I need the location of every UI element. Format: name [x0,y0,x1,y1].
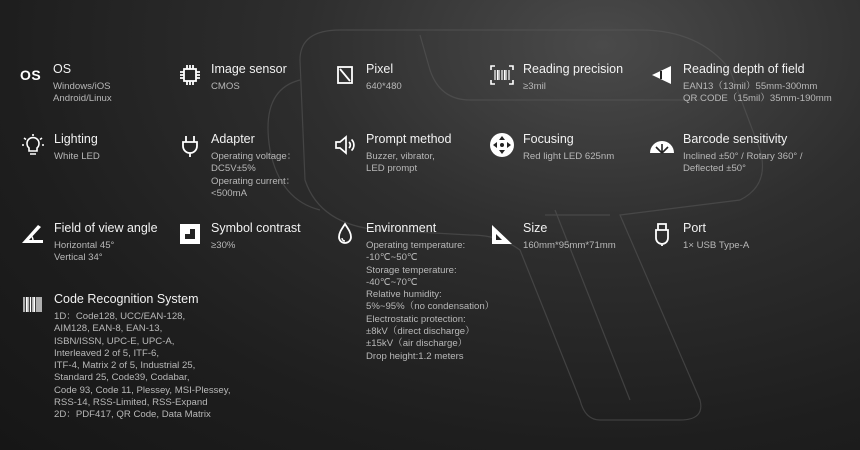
os-text-icon: OS [20,67,42,83]
spec-code-recognition-line: AIM128, EAN-8, EAN-13, [54,323,163,335]
spec-field-of-view-line: Horizontal 45° [54,240,115,251]
spec-image-sensor-line: CMOS [211,81,240,92]
spec-adapter-line: Operating voltage： [211,151,297,162]
spec-code-recognition-line: Code 93, Code 11, Plessey, MSI-Plessey, [54,384,231,396]
plug-icon [177,132,203,158]
spec-size-line: 160mm*95mm*71mm [523,240,616,251]
spec-focusing-line: Red light LED 625nm [523,151,615,162]
spec-code-recognition-line: 2D：PDF417, QR Code, Data Matrix [54,409,211,421]
spec-code-recognition-line: Standard 25, Code39, Codabar, [54,372,190,384]
spec-symbol-contrast-line: ≥30% [211,240,236,251]
spec-adapter-title: Adapter [211,132,255,146]
spec-image-sensor-title: Image sensor [211,62,287,76]
spec-environment-line: -40℃~70℃ [366,276,418,288]
spec-prompt-method-line: LED prompt [366,163,418,175]
spec-pixel-line: 640*480 [366,81,402,92]
spec-adapter-line: Operating current： [211,175,296,187]
spec-port-title: Port [683,221,706,235]
spec-reading-precision-title: Reading precision [523,62,624,76]
spec-reading-depth-line: EAN13（13mil）55mm-300mm [683,81,818,92]
spec-environment-line: 5%~95%（no condensation） [366,301,495,313]
scan-beam-icon [649,62,675,88]
spec-environment-line: Drop height:1.2 meters [366,350,464,362]
spec-environment-line: Electrostatic protection: [366,313,466,325]
contrast-square-icon [177,221,203,247]
droplet-icon [332,221,358,247]
spec-barcode-sensitivity-title: Barcode sensitivity [683,132,788,146]
spec-environment-line: Relative humidity: [366,289,442,301]
spec-os-title: OS [53,62,72,76]
spec-os-line: Windows/iOS [53,81,111,92]
spec-lighting-line: White LED [54,151,100,162]
protractor-icon [649,132,675,158]
spec-adapter-line: DC5V±5% [211,163,256,175]
spec-code-recognition-title: Code Recognition System [54,292,199,306]
spec-prompt-method-line: Buzzer, vibrator, [366,151,435,162]
spec-code-recognition-line: RSS-14, RSS-Limited, RSS-Expand [54,397,208,409]
spec-code-recognition-line: 1D：Code128, UCC/EAN-128, [54,311,186,322]
spec-lighting-title: Lighting [54,132,98,146]
spec-port-line: 1× USB Type-A [683,240,750,251]
spec-barcode-sensitivity-line: Deflected ±50° [683,163,746,175]
spec-environment-line: ±8kV（direct discharge） [366,326,475,338]
pixel-frame-icon [332,62,358,88]
spec-size-title: Size [523,221,548,235]
spec-environment-line: ±15kV（air discharge） [366,338,468,350]
usb-plug-icon [649,221,675,247]
spec-field-of-view-title: Field of view angle [54,221,158,235]
barcode-frame-icon [489,62,515,88]
spec-os-line: Android/Linux [53,93,112,105]
focus-target-icon [489,132,515,158]
ruler-triangle-icon [489,221,515,247]
chip-icon [177,62,203,88]
spec-code-recognition-line: ISBN/ISSN, UPC-E, UPC-A, [54,335,175,347]
spec-reading-precision-line: ≥3mil [523,81,546,92]
spec-code-recognition-line: ITF-4, Matrix 2 of 5, Industrial 25, [54,360,196,372]
barcode-icon [20,292,46,318]
spec-field-of-view-line: Vertical 34° [54,252,103,264]
spec-environment-line: Storage temperature: [366,264,457,276]
spec-focusing-title: Focusing [523,132,574,146]
spec-environment-title: Environment [366,221,437,235]
spec-reading-depth-line: QR CODE（15mil）35mm-190mm [683,93,832,105]
spec-reading-depth-title: Reading depth of field [683,62,805,76]
spec-code-recognition-line: Interleaved 2 of 5, ITF-6, [54,347,160,359]
spec-environment-line: -10℃~50℃ [366,252,418,264]
spec-environment-line: Operating temperature: [366,240,466,251]
spec-barcode-sensitivity-line: Inclined ±50° / Rotary 360° / [683,151,803,162]
speaker-icon [332,132,358,158]
light-bulb-icon [20,132,46,158]
spec-symbol-contrast-title: Symbol contrast [211,221,301,235]
angle-icon [20,221,46,247]
spec-adapter-line: <500mA [211,187,247,199]
spec-prompt-method-title: Prompt method [366,132,452,146]
spec-pixel-title: Pixel [366,62,394,76]
